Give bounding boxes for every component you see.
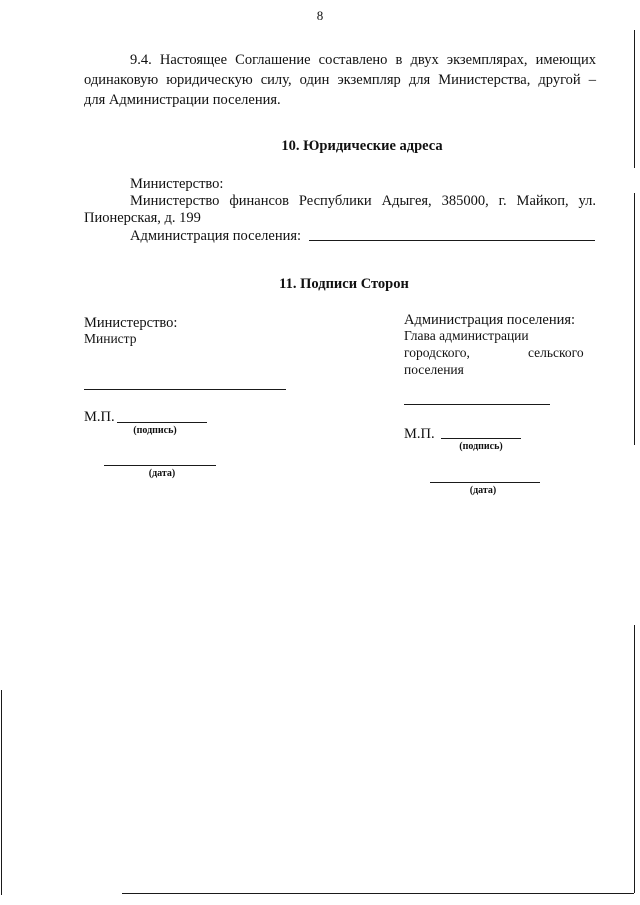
right-position-word-1: городского, [404, 345, 470, 360]
scan-edge-left [1, 690, 2, 895]
clause-9-4-line-3: для Администрации поселения. [84, 92, 281, 108]
left-signature-line [117, 422, 207, 423]
admin-address-label: Администрация поселения: [130, 228, 302, 244]
scan-edge-right-lower [634, 625, 635, 893]
right-signature-line [441, 438, 521, 439]
right-position-line-1: Глава администрации [404, 328, 529, 343]
ministry-address-line-1: Министерство финансов Республики Адыгея, 385000, г. Майкоп, ул. [130, 193, 596, 209]
right-name-line [404, 404, 550, 405]
clause-9-4 [84, 50, 596, 110]
ministry-label: Министерство: [130, 176, 224, 192]
right-party-label: Администрация поселения: [404, 312, 576, 328]
right-position-line-3: поселения [404, 362, 464, 377]
scan-edge-right-middle [634, 193, 635, 445]
scan-edge-bottom [122, 893, 634, 894]
right-stamp-label: М.П. [404, 426, 435, 442]
section-10-heading: 10. Юридические адреса [281, 138, 443, 154]
admin-address-line [309, 240, 595, 241]
clause-9-4-line-2: одинаковую юридическую силу, один экземпляр для Министерства, другой – [84, 72, 596, 88]
right-date-line [430, 482, 540, 483]
right-position-word-2: сельского [528, 345, 584, 360]
right-date-caption: (дата) [469, 485, 497, 496]
ministry-address-line-2: Пионерская, д. 199 [84, 210, 201, 226]
left-position: Министр [84, 331, 137, 346]
left-signature-caption: (подпись) [133, 425, 177, 436]
left-party-label: Министерство: [84, 315, 178, 331]
scan-edge-right-upper [634, 30, 635, 168]
section-11-heading: 11. Подписи Сторон [279, 276, 409, 292]
page-number: 8 [316, 8, 324, 23]
left-name-line [84, 389, 286, 390]
clause-9-4-line-1: 9.4. Настоящее Соглашение составлено в двух экземплярах, имеющих [130, 52, 596, 68]
left-date-line [104, 465, 216, 466]
left-date-caption: (дата) [148, 468, 176, 479]
left-stamp-label: М.П. [84, 409, 115, 425]
right-signature-caption: (подпись) [459, 441, 503, 452]
